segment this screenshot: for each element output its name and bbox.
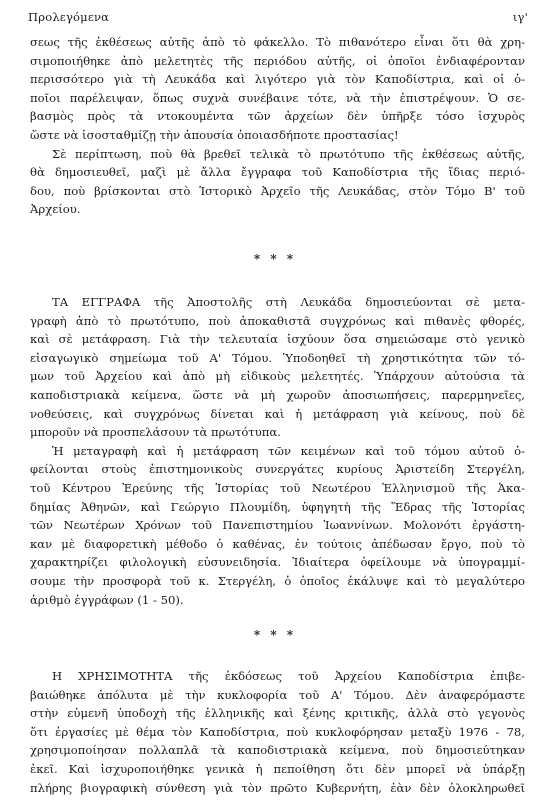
text-line: χαρακτηρίζει φιλολογικὴ εὐσυνειδησία. Ἰδιαίτερα ὀφείλουμε νὰ ὑπογραμμί- [30, 555, 525, 570]
text-line: περισσότερο γιὰ τὴ Λευκάδα καὶ λιγότερο γιὰ τὸν Καποδίστρια, καὶ οἱ ὁ- [30, 72, 525, 87]
text-line: δου, ποὺ βρίσκονται στὸ Ἱστορικὸ Ἀρχεῖο τῆς Λευκάδας, στὸν Τόμο Β' τοῦ [30, 183, 525, 198]
text-line: καὶ σὲ μετάφραση. Γιὰ τὴν τελευταία ἰσχύουν ὅσα σημειώσαμε στὸ γενικὸ [30, 332, 525, 347]
text-line: θὰ δημοσιευθεῖ, μαζὶ μὲ ἄλλα ἔγγραφα τοῦ Καποδίστρια τῆς ἴδιας περιό- [30, 165, 525, 180]
text-line: στὴν εὐμενῆ ὑποδοχὴ τῆς ἑλληνικῆς καὶ ξένης κριτικῆς, ἀλλὰ στὸ γεγονὸς [30, 706, 525, 721]
text-line: ὥστε νὰ ἰσοσταθμίζῃ τὴν ἀπουσία ὁποιασδήποτε προστασίας! [30, 127, 399, 142]
paragraph-block-1 [30, 33, 525, 219]
section-separator: * * * [253, 628, 297, 642]
text-line: ἀριθμὸ ἐγγράφων (1 - 50). [30, 592, 184, 607]
text-line: τῶν Νεωτέρων Χρόνων τοῦ Πανεπιστημίου Ἰωαννίνων. Μολονότι ἐργάστη- [30, 518, 525, 533]
text-line: δημίας Ἀθηνῶν, καὶ Γεώργιο Πλουμίδη, ὑφηγητὴ τῆς Ἕδρας τῆς Ἱστορίας [30, 499, 525, 514]
text-line: μποροῦν νὰ προσπελάσουν τὰ πρωτότυπα. [30, 425, 281, 440]
text-line: βασμὸς πρὸς τὰ ντοκουμέντα τῶν ἀρχείων δὲν ὑπῆρξε τόσο ἰσχυρὸς [30, 109, 525, 124]
text-line: φείλονται στοὺς ἐπιστημονικοὺς συνεργάτες κυρίους Ἀριστείδη Στεργέλη, [30, 462, 525, 477]
text-line: Ἀρχείου. [30, 202, 81, 217]
text-line: μων τοῦ Ἀρχείου καὶ ἀπὸ μὴ εἰδικοὺς μελετητές. Ὑπάρχουν αὐτούσια τὰ [30, 369, 525, 384]
text-line: νοθεύσεις, καὶ συγχρόνως δίνεται καὶ ἡ μετάφραση γιὰ κείνους, ποὺ δὲ [30, 406, 525, 421]
text-line: Σὲ περίπτωση, ποὺ θὰ βρεθεῖ τελικὰ τὸ πρωτότυπο τῆς ἐκθέσεως αὐτῆς, [52, 146, 525, 161]
text-line: καποδιστριακὰ κείμενα, ὥστε νὰ μὴ χωροῦν ἀποσιωπήσεις, παρερμηνεῖες, [30, 387, 525, 402]
running-head-title: Προλεγόμενα [28, 10, 110, 24]
text-line: σουμε τὴν προσφορὰ τοῦ κ. Στεργέλη, ὁ ὁποῖος ἐκάλυψε καὶ τὸ μεγαλύτερο [30, 573, 525, 588]
text-line: ἐκεῖ. Καὶ ἰσχυροποιήθηκε γενικὰ ἡ πεποίθηση ὅτι δὲν μπορεῖ νὰ ὑπάρξῃ [30, 761, 525, 776]
running-head [28, 10, 528, 24]
section-separator: * * * [253, 252, 297, 266]
text-line: γραφὴ ἀπὸ τὸ πρωτότυπο, ποὺ ἀποκαθιστᾶ συγχρόνως καὶ πιθανὲς φθορές, [30, 313, 525, 328]
text-line: καν μὲ διαφορετικὴ μέθοδο ὁ καθένας, ἐν τούτοις ἀπέδωσαν ἔργο, ποὺ τὸ [30, 536, 525, 551]
page-number: ιγ' [512, 10, 528, 24]
text-line: χρησιμοποίησαν πολλαπλᾶ τὰ καποδιστριακὰ κείμενα, ποὺ δημοσιεύτηκαν [30, 743, 525, 758]
text-line: ὅτι ἐργασίες μὲ θέμα τὸν Καποδίστρια, ποὺ κυκλοφόρησαν μεταξὺ 1976 - 78, [30, 724, 525, 739]
paragraph-block-3 [30, 667, 525, 797]
text-line: πλήρης βιογραφικὴ σύνθεση γιὰ τὸν πρῶτο Κυβερνήτη, ἐὰν δὲν ὁλοκληρωθεῖ [30, 780, 525, 795]
paragraph-block-2 [30, 293, 525, 609]
text-line: ποῖοι παρέλειψαν, ὅπως συχνὰ συνέβαινε τότε, νὰ τὴν ἐπιστρέψουν. Ὁ σε- [30, 90, 525, 105]
text-line: σιμοποιήθηκε ἀπὸ μελετητὲς τῆς περιόδου αὐτῆς, οἱ ὁποῖοι ἐνδιαφέρονταν [30, 53, 525, 68]
text-line: Η ΧΡΗΣΙΜΟΤΗΤΑ τῆς ἐκδόσεως τοῦ Ἀρχείου Καποδίστρια ἐπιβε- [52, 669, 525, 683]
text-line: ΤΑ ΕΓΓΡΑΦΑ τῆς Ἀποστολῆς στὴ Λευκάδα δημοσιεύονται σὲ μετα- [52, 295, 525, 309]
text-line: βαιώθηκε ἀπόλυτα μὲ τὴν κυκλοφορία τοῦ Α' Τόμου. Δὲν ἀναφερόμαστε [30, 687, 525, 702]
text-line: τοῦ Κέντρου Ἐρεύνης τῆς Ἱστορίας τοῦ Νεωτέρου Ἑλληνισμοῦ τῆς Ἀκα- [30, 480, 525, 495]
text-line: Ἡ μεταγραφὴ καὶ ἡ μετάφραση τῶν κειμένων καὶ τοῦ τόμου αὐτοῦ ὀ- [52, 443, 525, 458]
text-line: σεως τῆς ἐκθέσεως αὐτῆς ἀπὸ τὸ φάκελλο. Τὸ πιθανότερο εἶναι ὅτι θὰ χρη- [30, 35, 525, 49]
text-line: εἰσαγωγικὸ σημείωμα τοῦ Α' Τόμου. Ὑποδοηθεῖ τὴ χρηστικότητα τῶν τό- [30, 350, 525, 365]
